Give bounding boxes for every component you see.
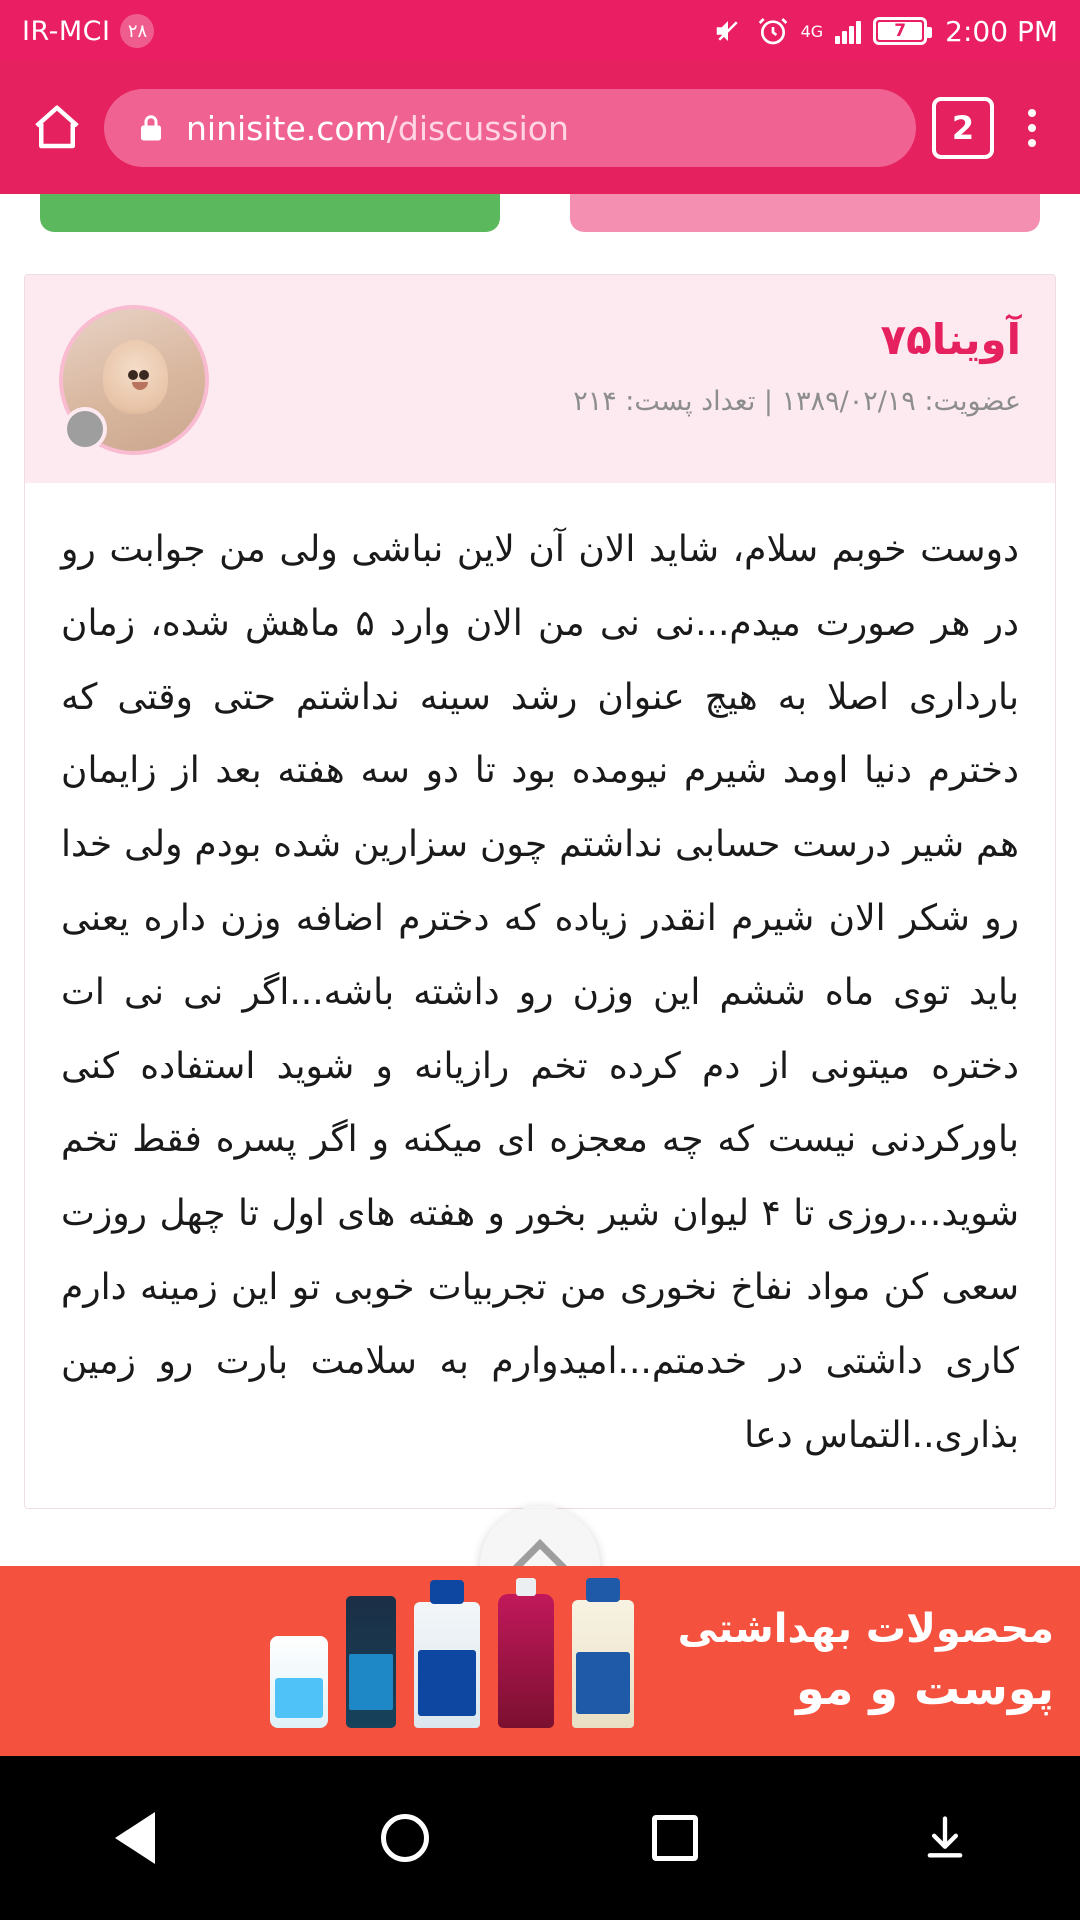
url-path: /discussion	[386, 108, 569, 148]
avatar-eye-right	[139, 370, 149, 380]
avatar-eye-left	[128, 370, 138, 380]
poster-meta	[235, 305, 1021, 417]
tab-count-button[interactable]: 2	[932, 97, 994, 159]
post-card	[24, 274, 1056, 1509]
post-body-text: دوست خوبم سلام، شاید الان آن لاین نباشی ولی من جوابت رو در هر صورت میدم...نی نی من الان وارد ۵ ماهش شده، زمان بارداری اصلا به هیچ عنوان رشد سینه نداشتم حتی وقتی که دخترم دنیا اومد شیرم نیومده بود تا دو سه هفته بعد از زایمان هم شیر درست حسابی نداشتم چون سزارین شده بودم ولی خدا رو شکر الان شیرم انقدر زیاده که دخترم اضافه وزن داره یعنی باید توی ماه ششم این وزن رو داشته باشه...اگر نی نی ات دختره میتونی از دم کرده تخم رازیانه و شوید استفاده کنی باورکردنی نیست که چه معجزه ای میکنه و اگر پسره فقط تخم شوید...روزی تا ۴ لیوان شیر بخور و هفته های اول تا چهل روزت سعی کن مواد نفاخ نخوری من تجربیات خوبی تو این زمینه دارم کاری داشتی در خدمتم...امیدوارم به سلامت بارت رو زمین بذاری..التماس دعا	[61, 529, 1020, 1456]
carrier-label: IR-MCI	[22, 15, 111, 47]
secure-lock-icon	[134, 111, 168, 145]
partial-buttons-row	[0, 194, 1080, 256]
post-header	[25, 275, 1055, 483]
green-action-button[interactable]	[40, 194, 500, 232]
product-white-deodorant	[270, 1636, 328, 1728]
home-icon[interactable]	[345, 1788, 465, 1888]
address-bar[interactable]	[104, 89, 916, 167]
product-dark-shampoo	[346, 1596, 396, 1728]
status-bar-left	[22, 14, 154, 48]
downloads-icon[interactable]	[885, 1788, 1005, 1888]
signal-bars-icon	[835, 18, 861, 44]
product-red-body-wash	[498, 1594, 554, 1728]
home-icon[interactable]	[26, 97, 88, 159]
android-nav-bar	[0, 1756, 1080, 1920]
avatar-face	[103, 340, 168, 414]
ad-headline: محصولات بهداشتی	[677, 1606, 1054, 1653]
post-user-stats: عضویت: ۱۳۸۹/۰۲/۱۹ | تعداد پست: ۲۱۴	[573, 385, 1021, 417]
avatar-mouth	[132, 382, 148, 390]
clock-label: 2:00 PM	[945, 14, 1058, 48]
url-domain: ninisite.com	[186, 108, 387, 148]
ad-product-images	[26, 1594, 650, 1728]
ad-banner[interactable]	[0, 1566, 1080, 1756]
recents-icon[interactable]	[615, 1788, 735, 1888]
ad-text	[666, 1604, 1054, 1718]
battery-level-label: 7	[878, 22, 922, 40]
mute-icon	[711, 16, 745, 46]
product-comfort-hand-wash	[572, 1600, 634, 1728]
ad-subheadline: پوست و مو	[796, 1661, 1054, 1716]
status-bar	[0, 0, 1080, 62]
network-type-label: 4G	[800, 21, 824, 41]
post-username[interactable]: آوینا۷۵	[880, 315, 1021, 364]
product-comfort-men-wash	[414, 1602, 480, 1728]
browser-toolbar	[0, 62, 1080, 194]
battery-icon	[873, 17, 927, 45]
sim-badge: ۲۸	[120, 14, 154, 48]
online-status-dot	[63, 407, 107, 451]
avatar[interactable]	[59, 305, 209, 455]
pink-action-button[interactable]	[570, 194, 1040, 232]
status-bar-right	[711, 15, 1058, 48]
url-text	[186, 109, 569, 148]
alarm-icon	[757, 15, 789, 47]
back-icon[interactable]	[75, 1788, 195, 1888]
browser-menu-icon[interactable]	[1010, 109, 1054, 147]
page-content	[0, 194, 1080, 1756]
